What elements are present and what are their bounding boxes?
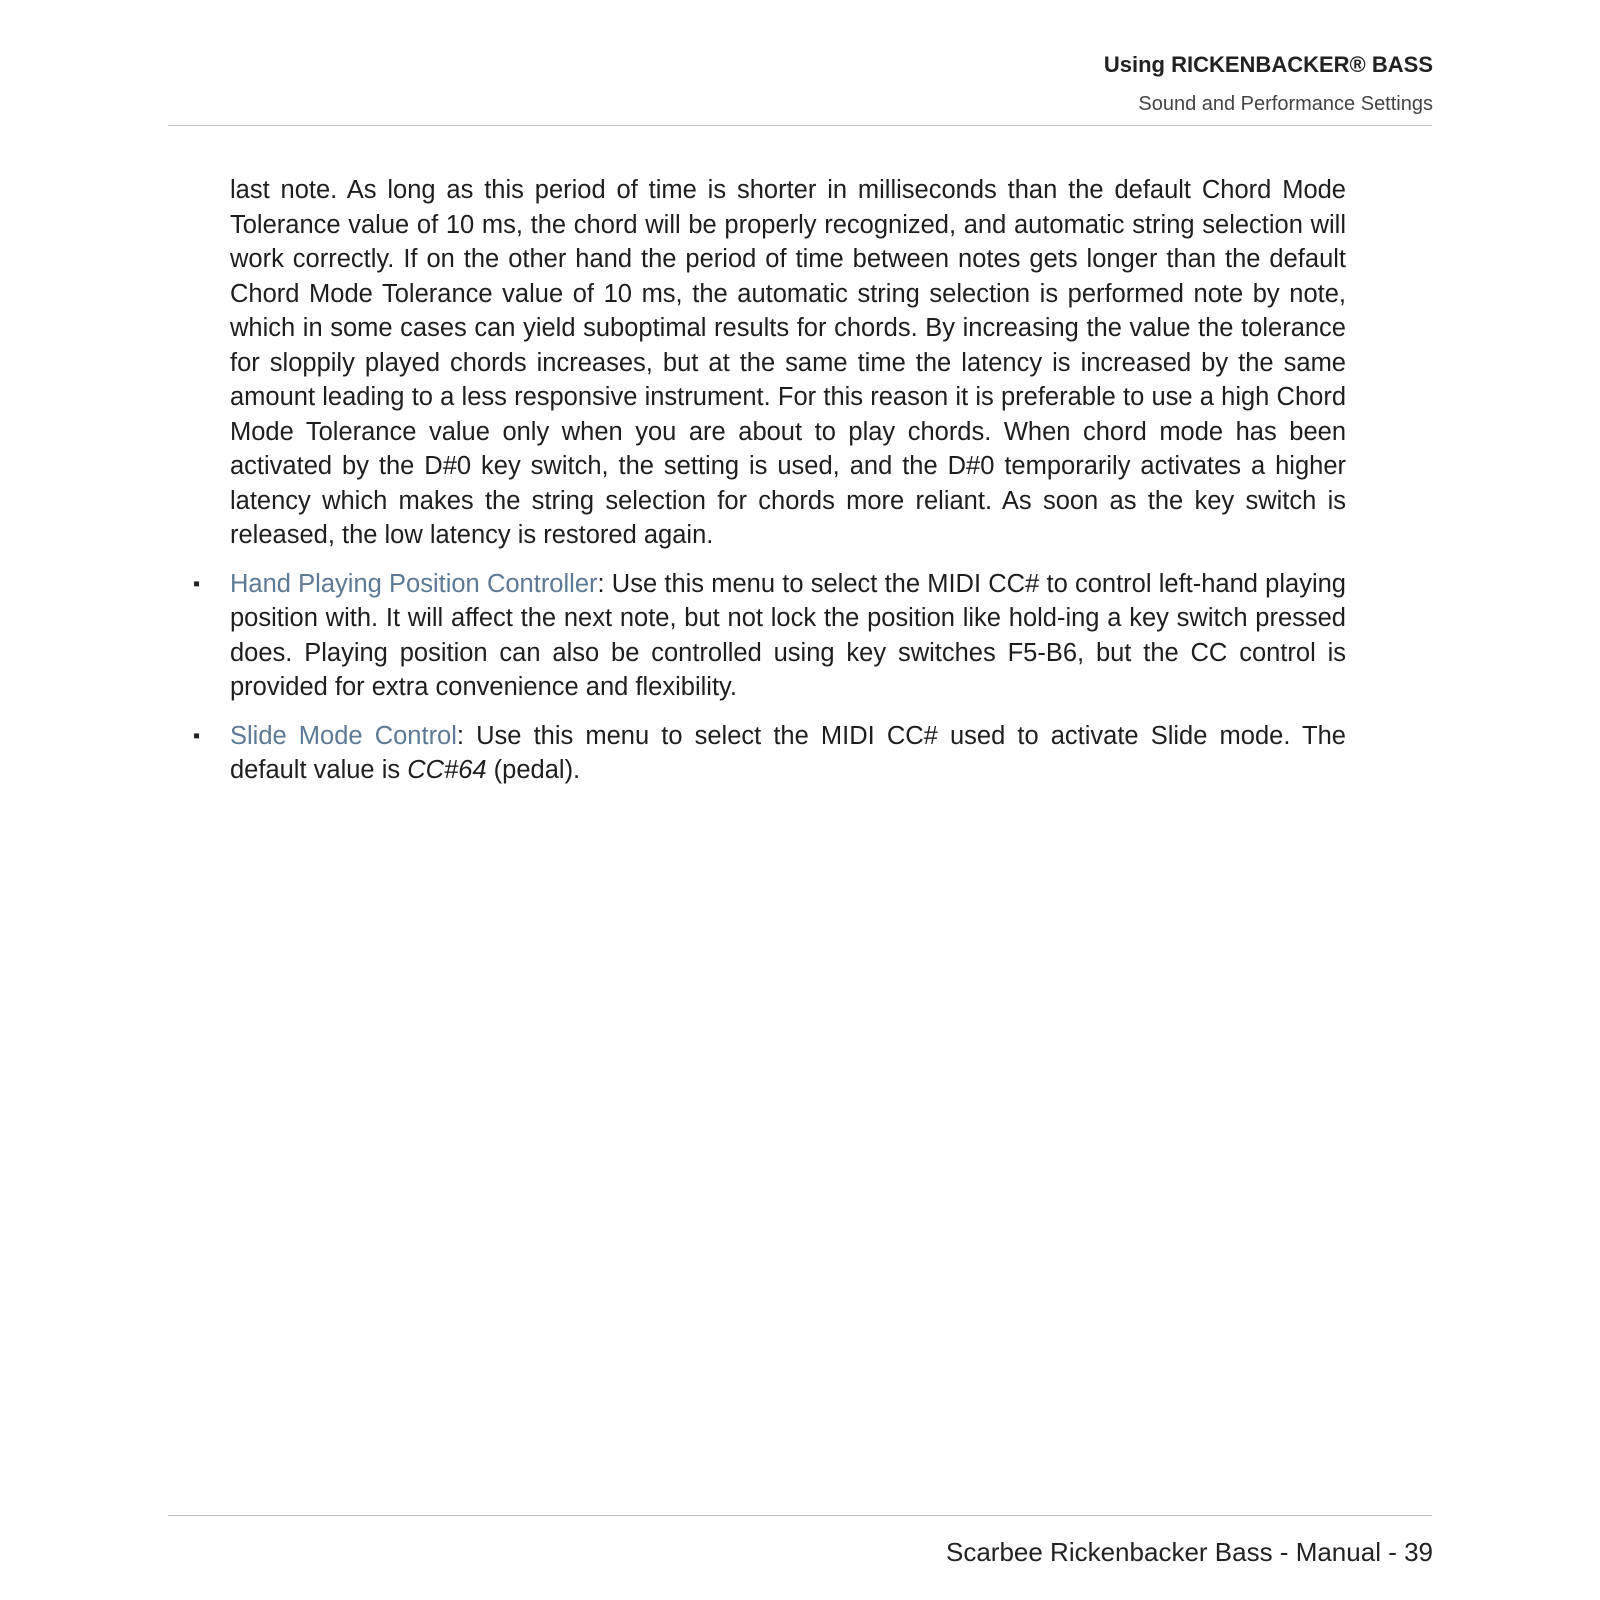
bullet-description: : Use this menu to select the MIDI CC# used to activate Slide mode. The default value is	[230, 721, 1346, 784]
header-divider	[168, 125, 1432, 126]
term-hand-playing-position-controller[interactable]: Hand Playing Position Controller	[230, 569, 598, 598]
term-slide-mode-control[interactable]: Slide Mode Control	[230, 721, 457, 750]
default-value-emphasis: CC#64	[407, 756, 487, 784]
bullet-description: : Use this menu to select the MIDI CC# to control left-hand playing position with. It will affect the next note, but not lock the position like hold-ing a key switch pressed does. Playing position can also be controlled using key switches F5-B6, but the CC control is provided for extra convenience and flexibility.	[230, 569, 1346, 701]
footer-divider	[168, 1515, 1432, 1516]
header-chapter-title: Using RICKENBACKER® BASS	[1103, 52, 1433, 77]
list-item-slide-mode-control	[193, 719, 1346, 788]
bullet-square-icon: ▪	[193, 572, 201, 595]
settings-bullet-list	[193, 567, 1346, 788]
list-item-hand-playing-position	[193, 567, 1346, 705]
bullet-square-icon: ▪	[193, 724, 201, 747]
main-content	[193, 173, 1346, 802]
bullet-description-end: (pedal).	[486, 756, 581, 784]
continuation-paragraph: last note. As long as this period of time is shorter in milliseconds than the default Chord Mode Tolerance value of 10 ms, the chord will be properly recognized, and automatic string selection will work correctly. If on the other hand the period of time between notes gets longer than the default Chord Mode Tolerance value of 10 ms, the automatic string selection is performed note by note, which in some cases can yield suboptimal results for chords. By increasing the value the tolerance for sloppily played chords increases, but at the same time the latency is increased by the same amount leading to a less responsive instrument. For this reason it is preferable to use a high Chord Mode Tolerance value only when you are about to play chords. When chord mode has been activated by the D#0 key switch, the setting is used, and the D#0 temporarily activates a higher latency which makes the string selection for chords more reliant. As soon as the key switch is released, the low latency is restored again.	[230, 176, 1346, 549]
header-section-title: Sound and Performance Settings	[1138, 93, 1433, 115]
footer-page-label: Scarbee Rickenbacker Bass - Manual - 39	[945, 1537, 1433, 1567]
